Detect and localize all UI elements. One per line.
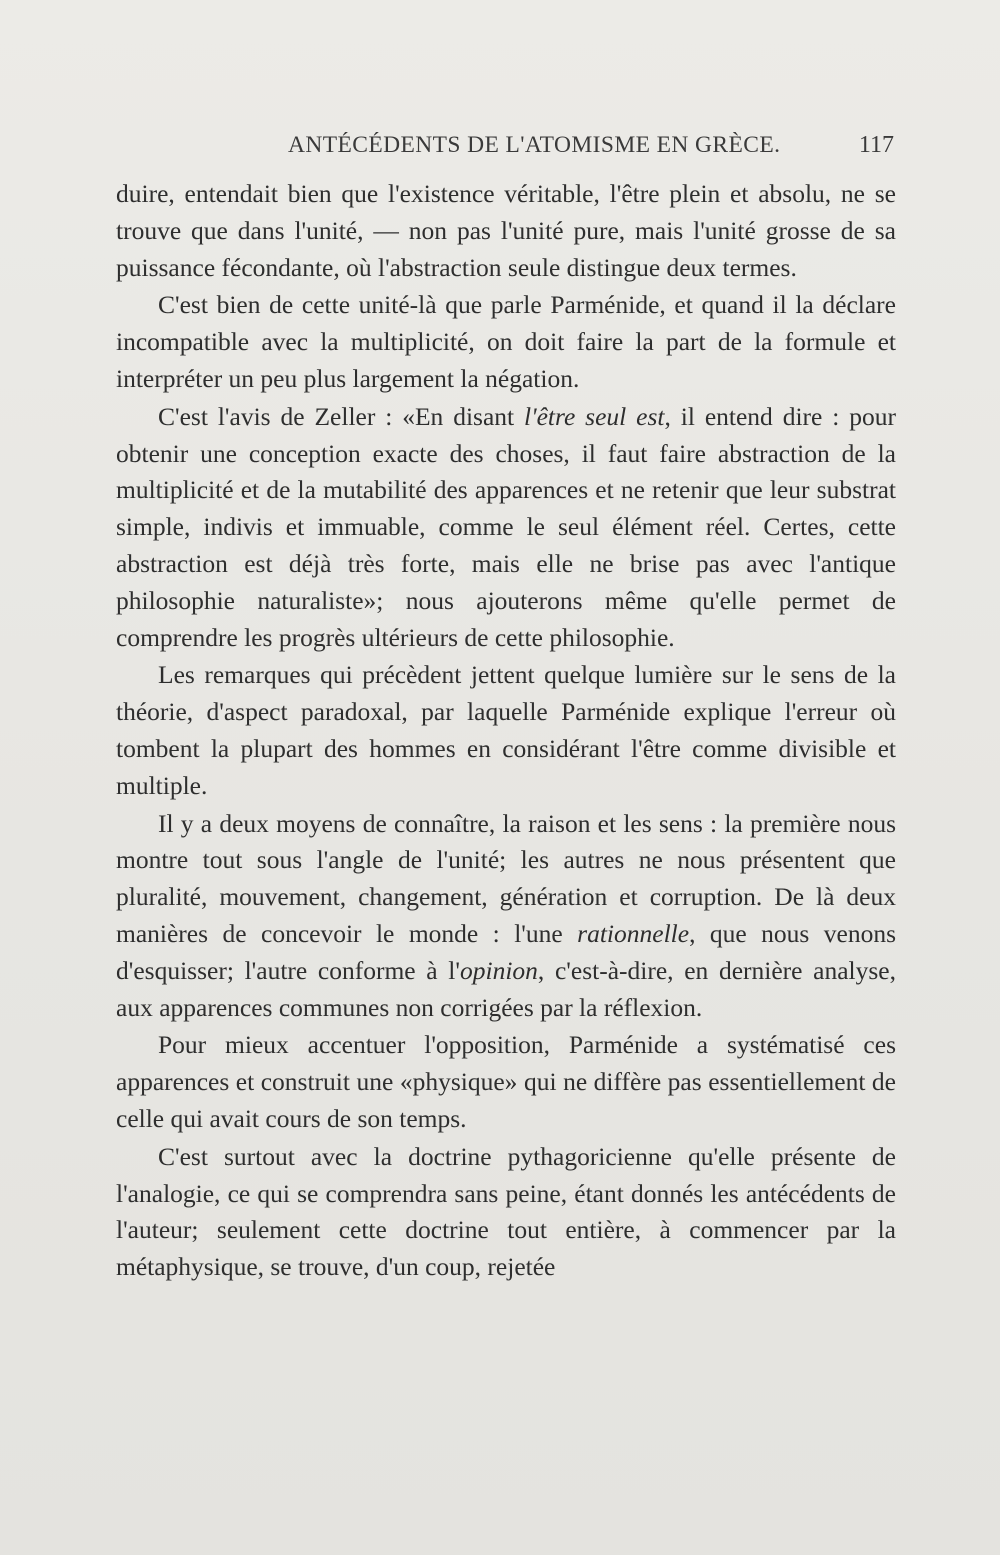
text-run: , c'est-à-dire, en dernière analyse, aux apparences communes non corrigées par la réflexion.	[116, 955, 896, 1022]
body-text	[116, 176, 896, 1286]
text-run: Il y a deux moyens de connaître, la raison et les sens : la première nous montre tout sous l'angle de l'unité; les autres ne nous présentent que pluralité, mouvement, changement, génération et corruption. De là deux manières de concevoir le monde : l'une	[116, 808, 896, 948]
paragraph-3	[116, 399, 896, 657]
paragraph-7	[116, 1139, 896, 1286]
text-run: , que nous venons d'esquisser; l'autre conforme à l'	[116, 918, 897, 985]
paragraph-6	[116, 1027, 896, 1137]
text-run: C'est surtout avec la doctrine pythagoricienne qu'elle présente de l'analogie, ce qui se comprendra sans peine, étant donnés les antécédents de l'auteur; seulement cette doctrine tout entière, à commencer par la métaphysique, se trouve, d'un coup, rejetée	[116, 1141, 896, 1282]
italic-run: l'être seul est	[524, 401, 665, 431]
paragraph-4	[116, 657, 896, 804]
paragraph-5	[116, 806, 896, 1027]
paragraph-2	[116, 287, 896, 397]
running-title: ANTÉCÉDENTS DE L'ATOMISME EN GRÈCE.	[288, 132, 781, 158]
paragraph-1	[116, 176, 896, 286]
italic-run: opinion	[459, 955, 538, 985]
text-run: C'est l'avis de Zeller : «En disant	[158, 401, 525, 431]
italic-run: rationnelle	[577, 918, 690, 948]
text-run: Pour mieux accentuer l'opposition, Parménide a systématisé ces apparences et construit une «physique» qui ne diffère pas essentiellement de celle qui avait cours de son temps.	[116, 1030, 896, 1133]
text-run: , il entend dire : pour obtenir une conception exacte des choses, il faut faire abstraction de la multiplicité et de la mutabilité des apparences et ne retenir que leur substrat simple, indivis et immuable, comme le seul élément réel. Certes, cette abstraction est déjà très forte, mais elle ne brise pas avec l'antique philosophie naturaliste»; nous ajouterons même qu'elle permet de comprendre les progrès ultérieurs de cette philosophie.	[116, 401, 896, 652]
text-run: C'est bien de cette unité-là que parle Parménide, et quand il la déclare incompatible avec la multiplicité, on doit faire la part de la formule et interpréter un peu plus largement la négation.	[116, 290, 896, 393]
text-run: Les remarques qui précèdent jettent quelque lumière sur le sens de la théorie, d'aspect paradoxal, par laquelle Parménide explique l'erreur où tombent la plupart des hommes en considérant l'être comme divisible et multiple.	[116, 660, 896, 800]
text-run: duire, entendait bien que l'existence véritable, l'être plein et absolu, ne se trouve que dans l'unité, — non pas l'unité pure, mais l'unité grosse de sa puissance fécondante, où l'abstraction seule distingue deux termes.	[116, 179, 896, 282]
page-number: 117	[858, 132, 894, 158]
running-head	[0, 132, 1000, 168]
